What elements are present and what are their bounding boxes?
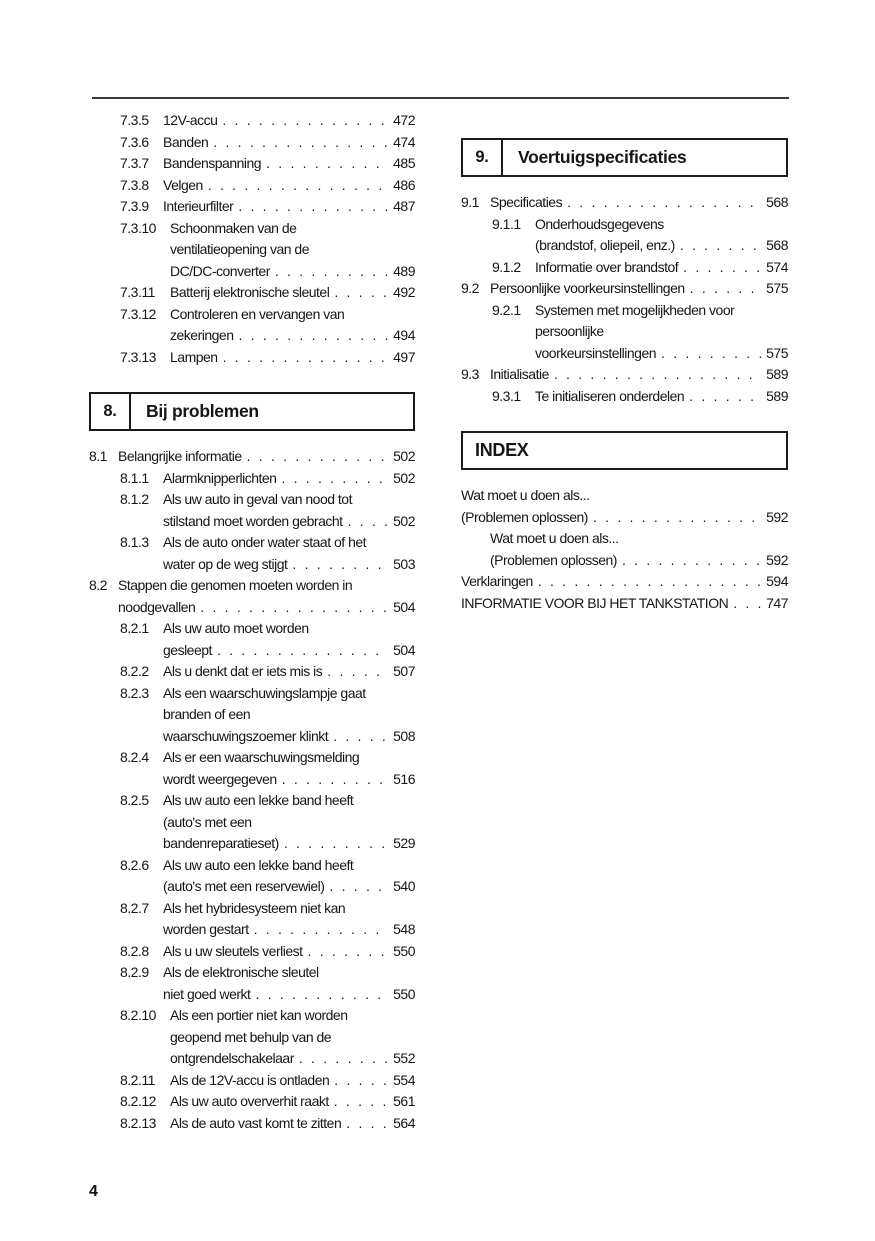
dot-leader [538,571,761,593]
dot-leader [593,507,761,529]
toc-entry-page: 554 [393,1071,415,1088]
toc-entry [89,575,415,618]
toc-entry-text: gesleept [163,641,212,658]
toc-entry-line [89,468,415,490]
toc-entry-line [89,1113,415,1135]
section-title: INDEX [475,440,529,460]
toc-entry [89,962,415,1005]
toc-entry-text: Wat moet u doen als... [461,487,590,503]
toc-entry [89,855,415,898]
dot-leader [333,726,388,748]
toc-entry-number: 8.2.8 [120,942,149,959]
toc-entry [461,593,788,615]
toc-entry-line [89,726,415,748]
toc-entry-line [89,1048,415,1070]
toc-entry [461,257,788,279]
toc-entry-line [89,511,415,533]
toc-entry-line [89,941,415,963]
toc-entry-line [89,683,415,705]
dot-leader [329,876,388,898]
toc-entry [89,132,415,154]
toc-entry [89,218,415,283]
dot-leader [247,446,389,468]
toc-entry-page: 594 [766,573,788,589]
toc-entry-line [89,640,415,662]
toc-entry-text: ontgrendelschakelaar [170,1050,294,1066]
toc-entry-number: 7.3.6 [120,133,149,150]
toc-entry-line [89,554,415,576]
toc-entry-text: Als de elektronische sleutel [163,964,319,980]
toc-entry-line [461,386,788,408]
toc-entry-line [89,833,415,855]
toc-entry-line [89,984,415,1006]
dot-leader [334,1091,388,1113]
top-rule [92,97,789,99]
dot-leader [213,132,388,154]
toc-entry-page: 497 [393,348,415,365]
toc-entry-line [89,790,415,812]
toc-entry [89,683,415,748]
toc-entry-text: Als u uw sleutels verliest [163,942,303,959]
toc-entry-text: Belangrijke informatie [118,448,242,464]
toc-entry [89,747,415,790]
toc-entry-text: Wat moet u doen als... [490,530,619,546]
dot-leader [217,640,388,662]
toc-entry-line [461,214,788,236]
dot-leader [239,325,389,347]
toc-entry-text: Lampen [170,348,218,365]
toc-entry-number: 7.3.7 [120,155,149,171]
toc-entry-text: Als er een waarschuwingsmelding [163,749,360,765]
toc-entry-text: Als uw auto in geval van nood tot [163,491,352,507]
dot-leader [275,261,388,283]
toc-entry [89,282,415,304]
toc-entry [89,175,415,197]
toc-entry-text: Velgen [163,176,203,193]
toc-entry-page: 494 [393,327,415,343]
toc-entry-number: 9.1.2 [492,258,521,275]
toc-entry-line [461,571,788,593]
toc-entry-number: 9.1 [461,194,479,210]
toc-entry-text: Batterij elektronische sleutel [170,284,330,300]
toc-entry-text: stilstand moet worden gebracht [163,512,343,529]
toc-entry-page: 472 [393,112,415,128]
toc-entry [461,300,788,365]
toc-entry [461,571,788,593]
dot-leader [308,941,389,963]
toc-entry [89,468,415,490]
toc-entry-text: Schoonmaken van de [170,219,297,236]
toc-entry-text: geopend met behulp van de [170,1028,332,1045]
toc-entry-number: 7.3.8 [120,176,149,193]
toc-entry-line [89,876,415,898]
toc-entry-page: 487 [393,198,415,214]
toc-entry [89,941,415,963]
toc-entry-page: 474 [393,133,415,150]
toc-entry-number: 7.3.12 [120,305,156,322]
toc-entry-text: 12V-accu [163,112,218,128]
toc-entry-line [461,550,788,572]
toc-entry-line [461,485,788,507]
dot-leader [689,386,761,408]
toc-entry-page: 589 [766,366,788,382]
toc-entry-number: 8.2.7 [120,899,149,916]
toc-entry-text: Alarmknipperlichten [163,469,277,486]
toc-entry-number: 8.2.9 [120,964,149,980]
toc-entry-number: 9.1.1 [492,215,521,232]
toc-entry-line [89,239,415,261]
toc-entry [89,532,415,575]
toc-entry-line [89,769,415,791]
toc-entry-page: 561 [393,1093,415,1109]
toc-entry-text: voorkeursinstellingen [535,344,657,361]
toc-entry-text: Bandenspanning [163,155,262,171]
toc-entry-line [89,218,415,240]
dot-leader [254,919,389,941]
toc-entry-text: wordt weergegeven [163,770,277,787]
toc-entry-line [461,343,788,365]
toc-entry-line [89,812,415,834]
toc-entry [89,1113,415,1135]
toc-entry-line [89,446,415,468]
dot-leader [683,257,761,279]
toc-entry-number: 8.2.12 [120,1093,156,1109]
toc-entry-number: 8.2.4 [120,749,149,765]
toc-entry-line [89,855,415,877]
dot-leader [292,554,388,576]
toc-group [89,110,415,368]
toc-entry-line [461,507,788,529]
toc-entry-line [89,898,415,920]
toc-entry [89,1091,415,1113]
section-number: 8. [91,394,131,429]
toc-entry-line [89,962,415,984]
dot-leader [334,282,388,304]
toc-entry-page: 575 [766,344,788,361]
toc-entry-number: 8.1.3 [120,534,149,550]
toc-entry-text: (Problemen oplossen) [461,508,588,525]
toc-entry [89,347,415,369]
toc-entry [89,110,415,132]
toc-entry-text: Interieurfilter [163,198,234,214]
toc-entry-line [89,132,415,154]
toc-entry [461,364,788,386]
toc-entry-number: 8.1 [89,448,107,464]
toc-entry [89,489,415,532]
toc-entry-line [89,661,415,683]
toc-entry-line [461,593,788,615]
dot-leader [690,278,761,300]
toc-entry-page: 550 [393,985,415,1002]
toc-entry-text: Specificaties [490,194,563,210]
toc-entry-line [89,347,415,369]
page-number: 4 [89,1183,98,1200]
toc-entry-text: waarschuwingszoemer klinkt [163,727,329,744]
toc-entry-text: DC/DC-converter [170,262,270,279]
toc-entry-page: 507 [393,663,415,679]
toc-entry-number: 8.2.6 [120,856,149,873]
toc-entry-line [89,153,415,175]
toc-entry-page: 568 [766,194,788,210]
toc-entry-line [461,300,788,322]
toc-entry-number: 9.2 [461,280,479,296]
toc-entry-text: noodgevallen [118,598,196,615]
toc-entry-page: 502 [393,512,415,529]
toc-entry-number: 9.2.1 [492,301,521,318]
toc-entry-page: 502 [393,448,415,464]
toc-entry-number: 9.3 [461,366,479,382]
toc-entry-page: 516 [393,770,415,787]
toc-group [461,192,788,407]
toc-entry-number: 7.3.13 [120,348,156,365]
toc-entry-page: 747 [766,594,788,611]
dot-leader [255,984,388,1006]
toc-entry-text: Als uw auto een lekke band heeft [163,792,354,808]
toc-entry-text: Onderhoudsgegevens [535,215,664,232]
toc-column-left [89,110,415,1134]
toc-entry-number: 7.3.11 [120,284,155,300]
toc-entry-number: 8.2.13 [120,1114,156,1131]
toc-entry-line [461,364,788,386]
toc-entry-page: 492 [393,284,415,300]
toc-entry-page: 592 [766,508,788,525]
toc-entry-line [89,919,415,941]
toc-entry [89,304,415,347]
toc-entry-page: 486 [393,176,415,193]
toc-entry-page: 550 [393,942,415,959]
dot-leader [622,550,761,572]
toc-entry-text: Als de 12V-accu is ontladen [170,1071,330,1088]
toc-entry-line [89,1091,415,1113]
toc-entry [89,618,415,661]
toc-entry-number: 8.1.2 [120,491,149,507]
toc-entry-page: 503 [393,555,415,572]
toc-entry-page: 504 [393,641,415,658]
toc-entry [89,661,415,683]
dot-leader [266,153,388,175]
dot-leader [346,1113,388,1135]
toc-entry-number: 7.3.9 [120,198,149,214]
toc-entry-text: Als uw auto een lekke band heeft [163,856,354,873]
dot-leader [554,364,761,386]
dot-leader [222,110,388,132]
toc-entry-page: 574 [766,258,788,275]
toc-entry-line [461,192,788,214]
dot-leader [334,1070,388,1092]
dot-leader [327,661,388,683]
toc-entry-page: 589 [766,387,788,404]
toc-entry-line [461,278,788,300]
dot-leader [200,597,388,619]
toc-entry-line [89,261,415,283]
toc-entry-line [89,618,415,640]
toc-entry-line [89,282,415,304]
toc-entry [89,1070,415,1092]
toc-entry-text: Initialisatie [490,366,549,382]
toc-entry-number: 8.2.2 [120,663,149,679]
toc-entry-page: 485 [393,155,415,171]
toc-entry [89,790,415,855]
toc-entry-text: (Problemen oplossen) [490,551,617,568]
toc-entry-page: 592 [766,551,788,568]
toc-entry-text: (auto's met een [163,813,252,830]
toc-entry-text: Verklaringen [461,573,533,589]
toc-entry-number: 8.2.11 [120,1071,155,1088]
dot-leader [223,347,389,369]
toc-entry-number: 8.2.1 [120,620,149,636]
toc-entry-page: 502 [393,469,415,486]
section-title: Voertuigspecificaties [518,147,687,167]
section-header-box [461,138,788,177]
dot-leader [238,196,388,218]
toc-entry-text: Als de auto onder water staat of het [163,534,367,550]
toc-entry [461,278,788,300]
toc-entry-line [89,597,415,619]
dot-leader [282,769,388,791]
toc-entry-text: Persoonlijke voorkeursinstellingen [490,280,685,296]
toc-entry-line [461,528,788,550]
toc-entry [461,386,788,408]
section-header-box [89,392,415,431]
toc-entry [89,898,415,941]
section-title: Bij problemen [146,401,259,421]
toc-entry-line [89,1070,415,1092]
toc-entry-page: 568 [766,237,788,253]
toc-entry-page: 540 [393,878,415,894]
toc-entry-text: Als het hybridesysteem niet kan [163,899,346,916]
toc-entry [89,446,415,468]
toc-entry-text: Als uw auto moet worden [163,620,309,636]
toc-entry-page: 529 [393,835,415,851]
toc-entry-text: bandenreparatieset) [163,835,279,851]
toc-entry-line [89,704,415,726]
toc-group [461,485,788,614]
toc-entry-line [89,1005,415,1027]
toc-entry-page: 489 [393,262,415,279]
toc-entry-text: Banden [163,133,209,150]
toc-entry [89,153,415,175]
toc-entry-line [89,304,415,326]
dot-leader [208,175,388,197]
toc-entry-text: Controleren en vervangen van [170,305,345,322]
toc-entry-page: 504 [393,598,415,615]
dot-leader [567,192,761,214]
toc-entry-text: water op de weg stijgt [163,555,288,572]
toc-entry-line [89,1027,415,1049]
toc-entry-text: Systemen met mogelijkheden voor [535,301,735,318]
toc-entry-line [89,196,415,218]
section-number: 9. [463,140,503,175]
toc-entry-text: branden of een [163,706,251,722]
dot-leader [733,593,761,615]
toc-entry-line [89,325,415,347]
toc-entry-text: worden gestart [163,921,249,937]
toc-entry-number: 8.2.5 [120,792,149,808]
toc-entry-number: 8.2.10 [120,1007,156,1023]
toc-entry [89,1005,415,1070]
toc-entry-page: 575 [766,280,788,296]
toc-entry-text: Als een waarschuwingslampje gaat [163,684,366,701]
toc-entry [89,196,415,218]
toc-entry-text: ventilatieopening van de [170,241,310,257]
toc-entry-line [89,747,415,769]
dot-leader [348,511,389,533]
toc-entry-text: Als u denkt dat er iets mis is [163,663,323,679]
toc-entry-page: 552 [393,1050,415,1066]
toc-entry-number: 7.3.5 [120,112,149,128]
toc-entry-line [89,175,415,197]
dot-leader [299,1048,388,1070]
toc-entry-number: 9.3.1 [492,387,521,404]
toc-entry-number: 8.1.1 [120,469,149,486]
dot-leader [661,343,761,365]
toc-column-right [461,138,788,614]
toc-entry-number: 8.2 [89,577,107,593]
toc-entry [461,214,788,257]
toc-entry-line [89,110,415,132]
toc-entry-text: Stappen die genomen moeten worden in [118,577,353,593]
toc-entry-text: Als uw auto oververhit raakt [170,1093,329,1109]
toc-entry-text: Als een portier niet kan worden [170,1007,348,1023]
toc-entry-number: 7.3.10 [120,219,156,236]
toc-entry-line [461,321,788,343]
toc-entry-text: (auto's met een reservewiel) [163,878,325,894]
toc-entry-line [89,575,415,597]
toc-entry [461,192,788,214]
toc-entry-page: 564 [393,1114,415,1131]
dot-leader [284,833,388,855]
toc-entry-text: Informatie over brandstof [535,258,679,275]
toc-entry [461,485,788,528]
toc-entry-text: (brandstof, oliepeil, enz.) [535,237,675,253]
section-header-box [461,431,788,470]
toc-entry-text: zekeringen [170,327,234,343]
toc-entry-text: Te initialiseren onderdelen [535,387,685,404]
toc-entry-line [461,257,788,279]
dot-leader [281,468,388,490]
toc-entry-page: 548 [393,921,415,937]
toc-entry-line [89,489,415,511]
toc-entry-line [461,235,788,257]
toc-entry-number: 8.2.3 [120,684,149,701]
toc-entry-text: niet goed werkt [163,985,251,1002]
dot-leader [680,235,761,257]
toc-entry-page: 508 [393,727,415,744]
toc-entry-text: INFORMATIE VOOR BIJ HET TANKSTATION [461,594,729,611]
toc-entry-line [89,532,415,554]
toc-entry-text: Als de auto vast komt te zitten [170,1114,342,1131]
toc-entry [461,528,788,571]
toc-entry-text: persoonlijke [535,323,604,339]
toc-group [89,446,415,1134]
